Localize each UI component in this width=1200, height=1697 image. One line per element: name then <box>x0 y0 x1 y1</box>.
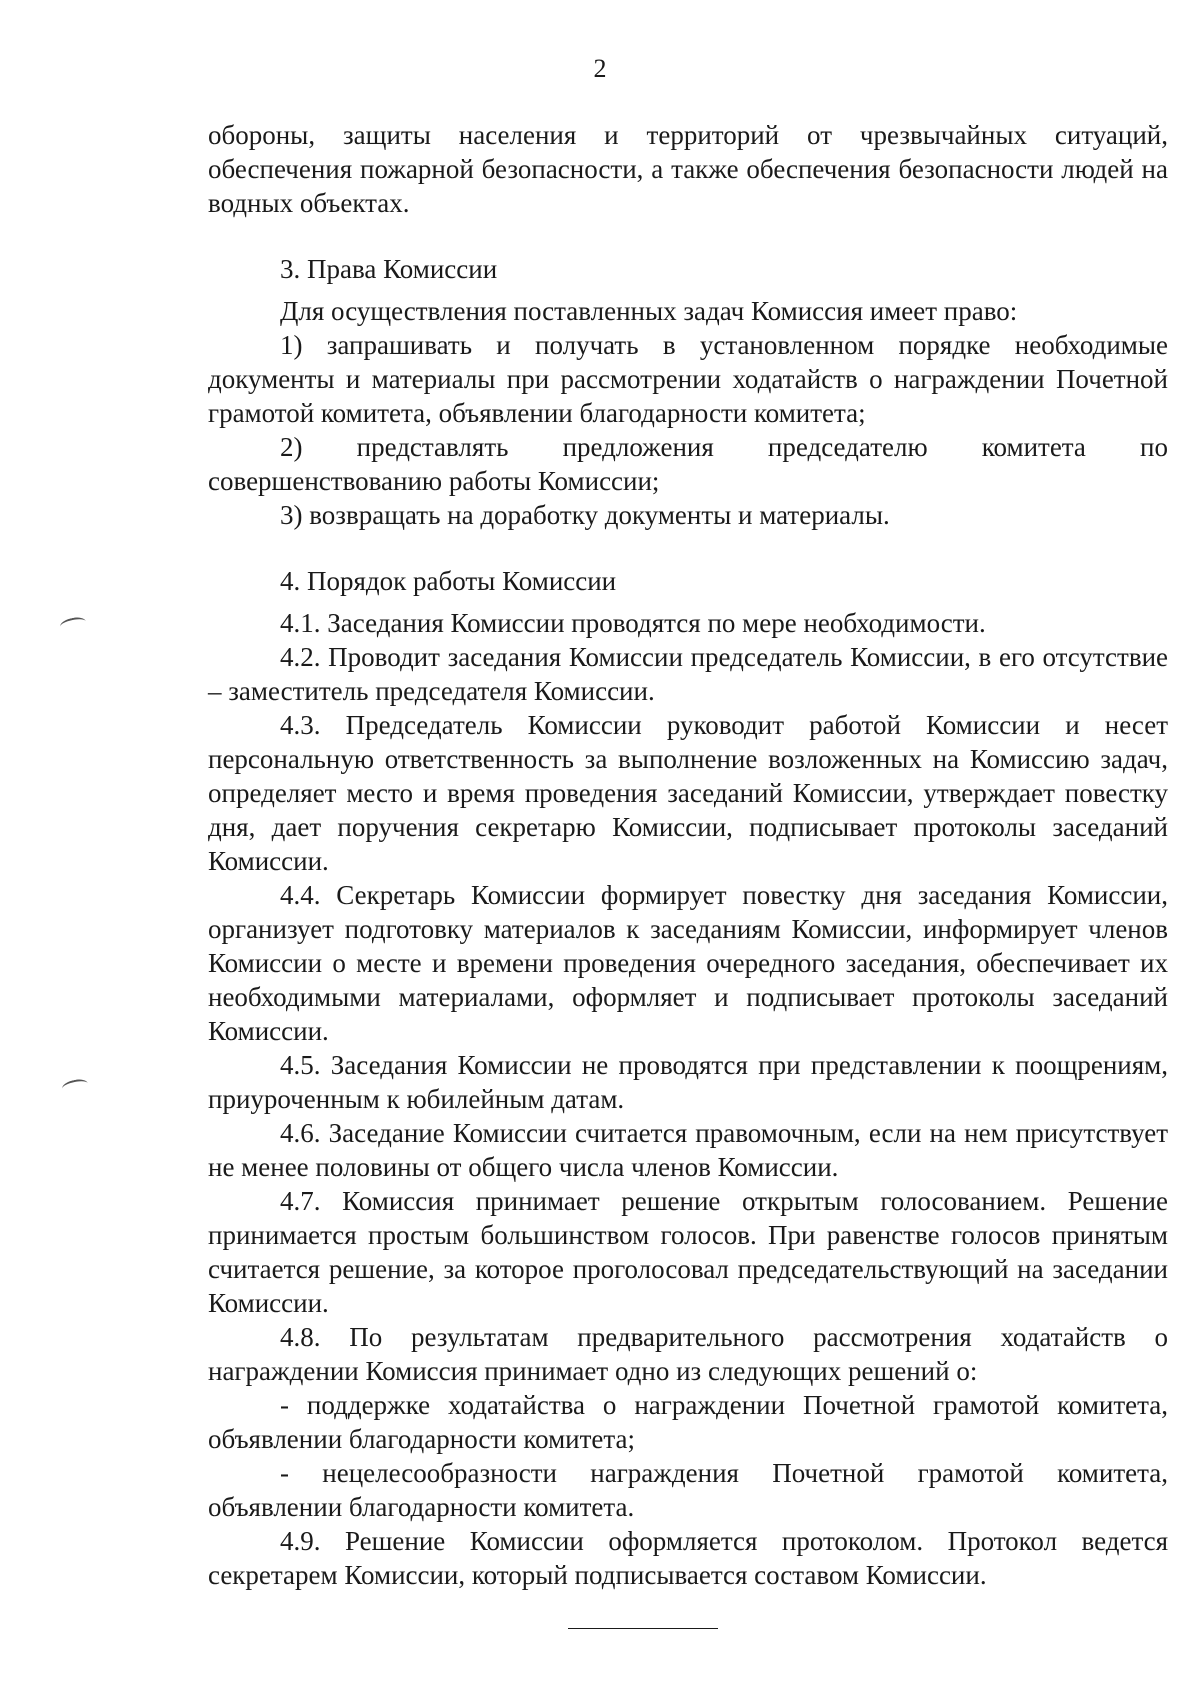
section-4-item: 4.3. Председатель Комиссии руководит работой Комиссии и несет персональную ответственность за выполнение возложенных на Комиссию задач, определяет место и время проведения заседаний Комиссии, утверждает повестку дня, дает поручения секретарю Комиссии, подписывает протоколы заседаний Комиссии. <box>208 710 1168 876</box>
section-4-item: 4.2. Проводит заседания Комиссии председатель Комиссии, в его отсутствие – заместитель председателя Комиссии. <box>208 642 1168 706</box>
section-4-item: 4.5. Заседания Комиссии не проводятся при представлении к поощрениям, приуроченным к юбилейным датам. <box>208 1050 1168 1114</box>
section-3-heading: 3. Права Комиссии <box>280 254 498 284</box>
intro-paragraph: обороны, защиты населения и территорий от чрезвычайных ситуаций, обеспечения пожарной безопасности, а также обеспечения безопасности людей на водных объектах. <box>208 120 1168 218</box>
section-4-item: 4.6. Заседание Комиссии считается правомочным, если на нем присутствует не менее половины от общего числа членов Комиссии. <box>208 1118 1168 1182</box>
scan-mark <box>61 1077 89 1094</box>
decision-option: - нецелесообразности награждения Почетной грамотой комитета, объявлении благодарности комитета. <box>208 1458 1168 1522</box>
section-4-item: 4.4. Секретарь Комиссии формирует повестку дня заседания Комиссии, организует подготовку материалов к заседаниям Комиссии, информирует членов Комиссии о месте и времени проведения очередного заседания, обеспечивает их необходимыми материалами, оформляет и подписывает протоколы заседаний Комиссии. <box>208 880 1168 1046</box>
section-4-item: 4.7. Комиссия принимает решение открытым голосованием. Решение принимается простым большинством голосов. При равенстве голосов принятым считается решение, за которое проголосовал председательствующий на заседании Комиссии. <box>208 1186 1168 1318</box>
section-4-item: 4.9. Решение Комиссии оформляется протоколом. Протокол ведется секретарем Комиссии, который подписывается составом Комиссии. <box>208 1526 1168 1590</box>
section-4-item: 4.8. По результатам предварительного рассмотрения ходатайств о награждении Комиссия принимает одно из следующих решений о: <box>208 1322 1168 1386</box>
page-number: 2 <box>593 54 607 83</box>
decision-option: - поддержке ходатайства о награждении Почетной грамотой комитета, объявлении благодарности комитета; <box>208 1390 1168 1454</box>
closing-divider <box>568 1628 718 1629</box>
section-3-item: 3) возвращать на доработку документы и материалы. <box>280 500 890 530</box>
document-body <box>208 118 1168 1629</box>
section-4-item: 4.1. Заседания Комиссии проводятся по мере необходимости. <box>280 608 986 638</box>
section-3-item: 2) представлять предложения председателю комитета по совершенствованию работы Комиссии; <box>208 432 1168 496</box>
section-3-item: 1) запрашивать и получать в установленном порядке необходимые документы и материалы при рассмотрении ходатайств о награждении Почетной грамотой комитета, объявлении благодарности комитета; <box>208 330 1168 428</box>
scan-mark <box>59 615 87 632</box>
section-4-heading: 4. Порядок работы Комиссии <box>280 566 617 596</box>
section-3-lead: Для осуществления поставленных задач Комиссия имеет право: <box>280 296 1018 326</box>
